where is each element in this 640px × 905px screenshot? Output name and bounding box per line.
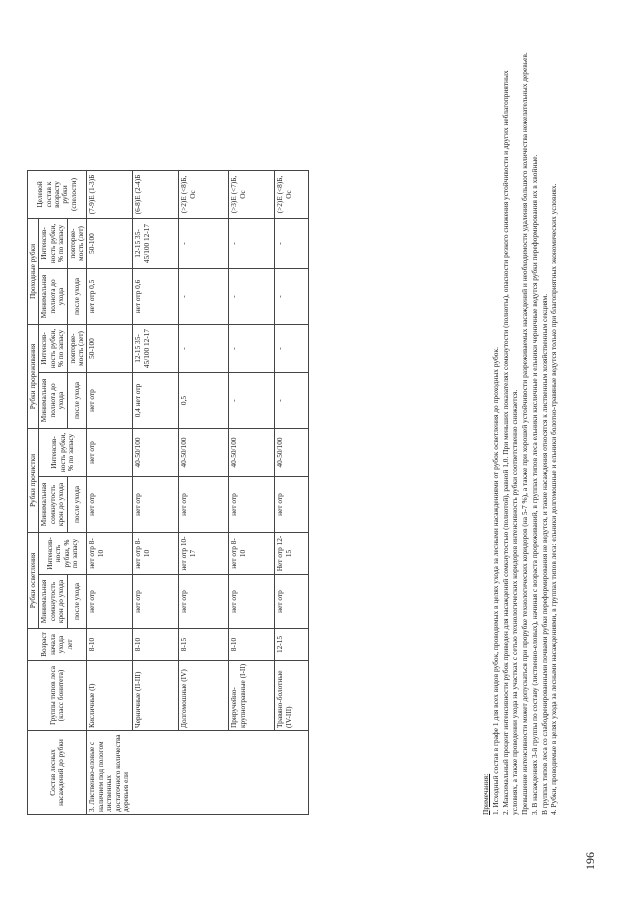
thinning-intensity-cell: 12-15 35-45/100 12-17 — [133, 325, 179, 373]
care-felling-table — [27, 170, 309, 815]
target-cell: (7-9)Е (1-3)Б — [87, 171, 133, 219]
passing-min-cell: - — [179, 269, 229, 325]
thinning-min-cell: 0,4 нет отр — [133, 373, 179, 429]
header-passing: Проходные рубки — [28, 219, 39, 325]
table-row — [229, 171, 275, 815]
age-cell: 12-15 — [275, 629, 309, 661]
header-min-fullness: Минимальная полнота до ухода — [39, 269, 67, 325]
header-min-density: Минимальная сомкнутость крон до ухода — [39, 575, 67, 629]
cleaning-intensity-cell: 40-50/100 — [133, 429, 179, 477]
header-intensity: Интенсив-ность рубки, % по запасу — [39, 533, 87, 575]
header-intensity: Интенсив-ность рубки, % по запасу — [39, 325, 67, 373]
forest-type-cell: Травяно-болотные (IV-III) — [275, 661, 309, 731]
clearing-min-cell: нет отр — [229, 575, 275, 629]
clearing-min-cell: нет отр — [179, 575, 229, 629]
cleaning-intensity-cell: 40-50/100 — [275, 429, 309, 477]
passing-min-cell: - — [275, 269, 309, 325]
cleaning-min-cell: нет отр — [229, 477, 275, 533]
header-clearing: Рубки осветления — [28, 533, 39, 629]
cleaning-min-cell: нет отр — [275, 477, 309, 533]
thinning-intensity-cell: - — [229, 325, 275, 373]
cleaning-min-cell: нет отр — [87, 477, 133, 533]
passing-intensity-cell: - — [229, 219, 275, 269]
thinning-intensity-cell: - — [179, 325, 229, 373]
note-3: 3. В насаждениях 3-й группы по составу (лиственно-еловых), начиная с возраста прореживаний, в группах типов леса ельники кисличные и ельники черничные ведутся рубки переформирования их в хвойные. — [529, 154, 539, 815]
clearing-intensity-cell: нет отр 10-17 — [179, 533, 229, 575]
note-2b: Превышение интенсивности может допускаться при прорубке технологических коридоров (на 5-7 %), а также при хорошей устойчивости разреживаемых насаждений и необходимости удаления большого количества нежелательных деревьев. — [520, 52, 530, 815]
table-row — [87, 171, 133, 815]
forest-type-cell: Долгомошные (IV) — [179, 661, 229, 731]
cleaning-intensity-cell: нет отр — [87, 429, 133, 477]
target-cell: (>2)Е (<8)Б, Ос — [179, 171, 229, 219]
thinning-min-cell: нет отр — [87, 373, 133, 429]
forest-type-cell: Кисличные (I) — [87, 661, 133, 731]
table-row — [179, 171, 229, 815]
passing-min-cell: - — [229, 269, 275, 325]
header-intensity: Интенсив-ность рубки, % по запасу — [39, 429, 87, 477]
header-thinning: Рубки прореживания — [28, 325, 39, 429]
target-cell: (>2)Е (<8)Б, Ос — [275, 171, 309, 219]
age-cell: 8-10 — [229, 629, 275, 661]
header-forest-type: Группы типов леса (класс бонитета) — [28, 661, 87, 731]
passing-intensity-cell: 12-15 35-45/100 12-17 — [133, 219, 179, 269]
passing-min-cell: нет отр 0,6 — [133, 269, 179, 325]
clearing-min-cell: нет отр — [275, 575, 309, 629]
thinning-intensity-cell: 50-100 — [87, 325, 133, 373]
notes-title: Примечания: — [481, 773, 490, 815]
header-intensity: Интенсив-ность рубки, % по запасу — [39, 219, 67, 269]
thinning-min-cell: - — [229, 373, 275, 429]
cleaning-min-cell: нет отр — [133, 477, 179, 533]
cleaning-min-cell: нет отр — [179, 477, 229, 533]
header-min-density: Минимальная сомкнутость крон до ухода — [39, 477, 67, 533]
clearing-intensity-cell: Нет отр 12-15 — [275, 533, 309, 575]
cleaning-intensity-cell: 40-50/100 — [179, 429, 229, 477]
age-cell: 8-10 — [133, 629, 179, 661]
composition-cell: 3. Лиственно-еловые с наличием под пологом лиственных достаточного количества деревьев ели — [87, 731, 309, 815]
clearing-intensity-cell: нет отр 8-10 — [229, 533, 275, 575]
target-cell: (6-8)Е (2-4)Б — [133, 171, 179, 219]
header-repeat: повторяе-мость (лет) — [67, 325, 87, 373]
header-after: после ухода — [67, 575, 87, 629]
note-4: 4. Рубки, проводимые в целях ухода за лесными насаждениями, в группах типов леса: ельники долгомошные и ельники болотно-травяные ведутся только при благоприятных экономических условиях. — [549, 183, 559, 815]
cleaning-intensity-cell: 40-50/100 — [229, 429, 275, 477]
page-number: 196 — [583, 852, 597, 870]
thinning-min-cell: 0,5 — [179, 373, 229, 429]
header-repeat: повторяе-мость (лет) — [67, 219, 87, 269]
table-row — [275, 171, 309, 815]
thinning-intensity-cell: - — [275, 325, 309, 373]
target-cell: (>3)Е (<7)Б, Ос — [229, 171, 275, 219]
note-3b: В группах типов леса со слабодренированными почвами рубки переформирования не ведутся, и такие насаждения относятся к лиственным хозяйственным секциям. — [539, 293, 549, 815]
passing-min-cell: нет отр 0,5 — [87, 269, 133, 325]
forest-type-cell: Приручейно-крупнотравные (I-II) — [229, 661, 275, 731]
passing-intensity-cell: - — [179, 219, 229, 269]
header-after: после ухода — [67, 269, 87, 325]
clearing-intensity-cell: нет отр 8-10 — [87, 533, 133, 575]
age-cell: 8-15 — [179, 629, 229, 661]
note-1: 1. Исходный состав в графе 1 для всех видов рубок, проводимых в целях ухода за лесными насаждениями от рубок осветления до проходных рубок. — [490, 347, 500, 815]
notes-section — [481, 45, 559, 815]
clearing-intensity-cell: нет отр 8-10 — [133, 533, 179, 575]
passing-intensity-cell: 50-100 — [87, 219, 133, 269]
header-composition: Состав лесных насаждений до рубки — [28, 731, 87, 815]
clearing-min-cell: нет отр — [133, 575, 179, 629]
age-cell: 8-10 — [87, 629, 133, 661]
thinning-min-cell: - — [275, 373, 309, 429]
header-cleaning: Рубки прочистки — [28, 429, 39, 533]
header-after: после ухода — [67, 477, 87, 533]
clearing-min-cell: нет отр — [87, 575, 133, 629]
forest-type-cell: Черничные (II-III) — [133, 661, 179, 731]
header-row-1 — [28, 171, 39, 815]
note-2: 2. Максимальный процент интенсивности рубок приведен для насаждений сомкнутостью (полнотой), равной 1,0. При меньших показателях сомкнутости (полноты), опасности резкого снижения устойчивости и других неблагоприятных условиях, а также проведении ухода на участках с сетью технологических коридоров интенсивность рубки соответственно снижается. — [500, 70, 520, 815]
passing-intensity-cell: - — [275, 219, 309, 269]
header-after: после ухода — [67, 373, 87, 429]
header-age: Возраст начала ухода лет — [28, 629, 87, 661]
table-row — [133, 171, 179, 815]
header-target: Целевой состав к возрасту рубки (спелости) — [28, 171, 87, 219]
header-min-fullness: Минимальная полнота до ухода — [39, 373, 67, 429]
